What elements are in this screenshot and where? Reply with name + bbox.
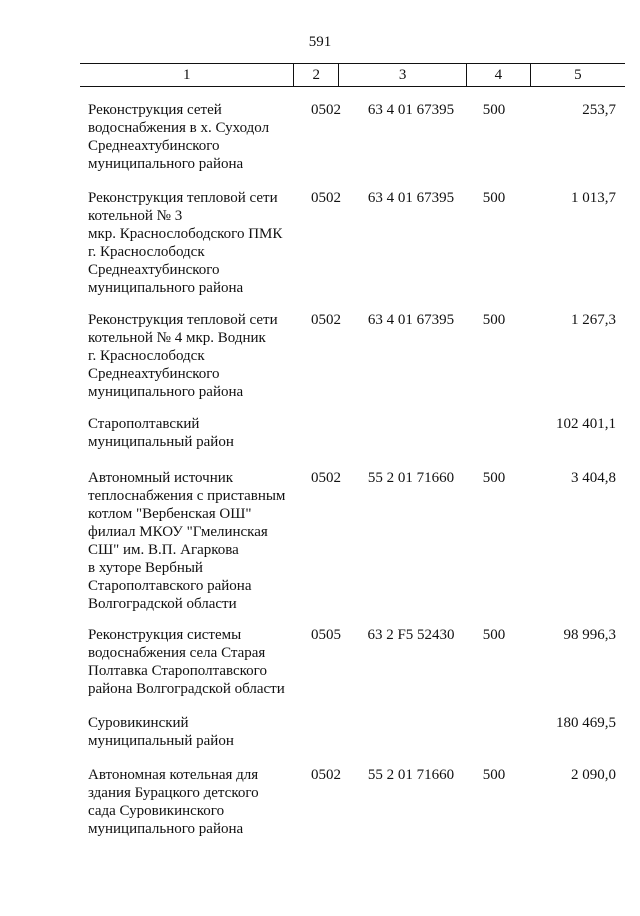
row-name-line: Волгоградской области [88, 596, 237, 612]
row-code: 0502 [311, 470, 341, 486]
row-name-line: района Волгоградской области [88, 681, 285, 697]
row-name-line: муниципального района [88, 821, 244, 837]
row-name-line: водоснабжения села Старая [88, 645, 266, 661]
row-name-line: Реконструкция тепловой сети [88, 312, 278, 328]
row-code: 0505 [311, 627, 341, 643]
row-code: 0502 [311, 102, 341, 118]
row-name-line: водоснабжения в х. Суходол [88, 120, 270, 136]
row-amount: 2 090,0 [571, 767, 616, 783]
row-name-line: теплоснабжения с приставным [88, 488, 286, 504]
row-name-line: котельной № 4 мкр. Водник [88, 330, 266, 346]
row-name-line: Среднеахтубинского [88, 262, 220, 278]
row-name-line: СШ" им. В.П. Агаркова [88, 542, 239, 558]
row-csr: 63 4 01 67395 [367, 102, 455, 118]
row-name-line: Реконструкция системы [88, 627, 242, 643]
row-amount: 3 404,8 [571, 470, 616, 486]
row-name-line: Старополтавский [88, 416, 200, 432]
row-name-line: Реконструкция сетей [88, 102, 222, 118]
row-amount: 102 401,1 [556, 416, 616, 432]
row-vr: 500 [482, 767, 506, 783]
row-amount: 98 996,3 [563, 627, 616, 643]
row-csr: 63 4 01 67395 [367, 312, 455, 328]
row-csr: 63 2 F5 52430 [367, 627, 455, 643]
row-vr: 500 [482, 627, 506, 643]
row-name-line: котельной № 3 [88, 208, 183, 224]
row-name-line: здания Бурацкого детского [88, 785, 259, 801]
row-name [88, 766, 303, 838]
row-amount: 253,7 [582, 102, 616, 118]
row-amount: 180 469,5 [556, 715, 616, 731]
header-col-5: 5 [574, 66, 582, 83]
row-vr: 500 [482, 190, 506, 206]
header-col-3: 3 [339, 64, 467, 86]
row-name-line: Суровикинский [88, 715, 189, 731]
row-name [88, 189, 303, 297]
row-vr: 500 [482, 312, 506, 328]
header-col-4: 4 [467, 64, 531, 86]
row-code: 0502 [311, 767, 341, 783]
row-vr: 500 [482, 470, 506, 486]
header-col-1: 1 [80, 64, 294, 86]
row-name-line: г. Краснослободск [88, 348, 205, 364]
row-name-line: Автономная котельная для [88, 767, 259, 783]
table-header [80, 63, 625, 87]
row-code: 0502 [311, 312, 341, 328]
row-name-line: г. Краснослободск [88, 244, 205, 260]
row-name-line: Автономный источник [88, 470, 234, 486]
row-name-line: филиал МКОУ "Гмелинская [88, 524, 268, 540]
row-name-line: в хуторе Вербный [88, 560, 203, 576]
row-csr: 63 4 01 67395 [367, 190, 455, 206]
row-name [88, 415, 303, 451]
row-csr: 55 2 01 71660 [367, 470, 455, 486]
row-csr: 55 2 01 71660 [367, 767, 455, 783]
row-name-line: муниципальный район [88, 434, 234, 450]
row-name-line: муниципального района [88, 384, 244, 400]
page-number: 591 [308, 34, 332, 50]
row-name-line: муниципального района [88, 280, 244, 296]
row-name-line: Среднеахтубинского [88, 366, 220, 382]
row-name-line: котлом "Вербенская ОШ" [88, 506, 252, 522]
row-name-line: Реконструкция тепловой сети [88, 190, 278, 206]
row-name [88, 714, 303, 750]
row-name [88, 101, 303, 173]
row-vr: 500 [482, 102, 506, 118]
row-name [88, 311, 303, 401]
row-amount: 1 013,7 [571, 190, 616, 206]
header-col-2: 2 [294, 64, 339, 86]
row-name-line: Старополтавского района [88, 578, 252, 594]
row-name-line: муниципальный район [88, 733, 234, 749]
row-name-line: мкр. Краснослободского ПМК [88, 226, 283, 242]
row-amount: 1 267,3 [571, 312, 616, 328]
row-name [88, 469, 303, 613]
row-code: 0502 [311, 190, 341, 206]
row-name-line: Среднеахтубинского [88, 138, 220, 154]
row-name-line: Полтавка Старополтавского [88, 663, 267, 679]
row-name-line: муниципального района [88, 156, 244, 172]
row-name [88, 626, 303, 698]
row-name-line: сада Суровикинского [88, 803, 225, 819]
